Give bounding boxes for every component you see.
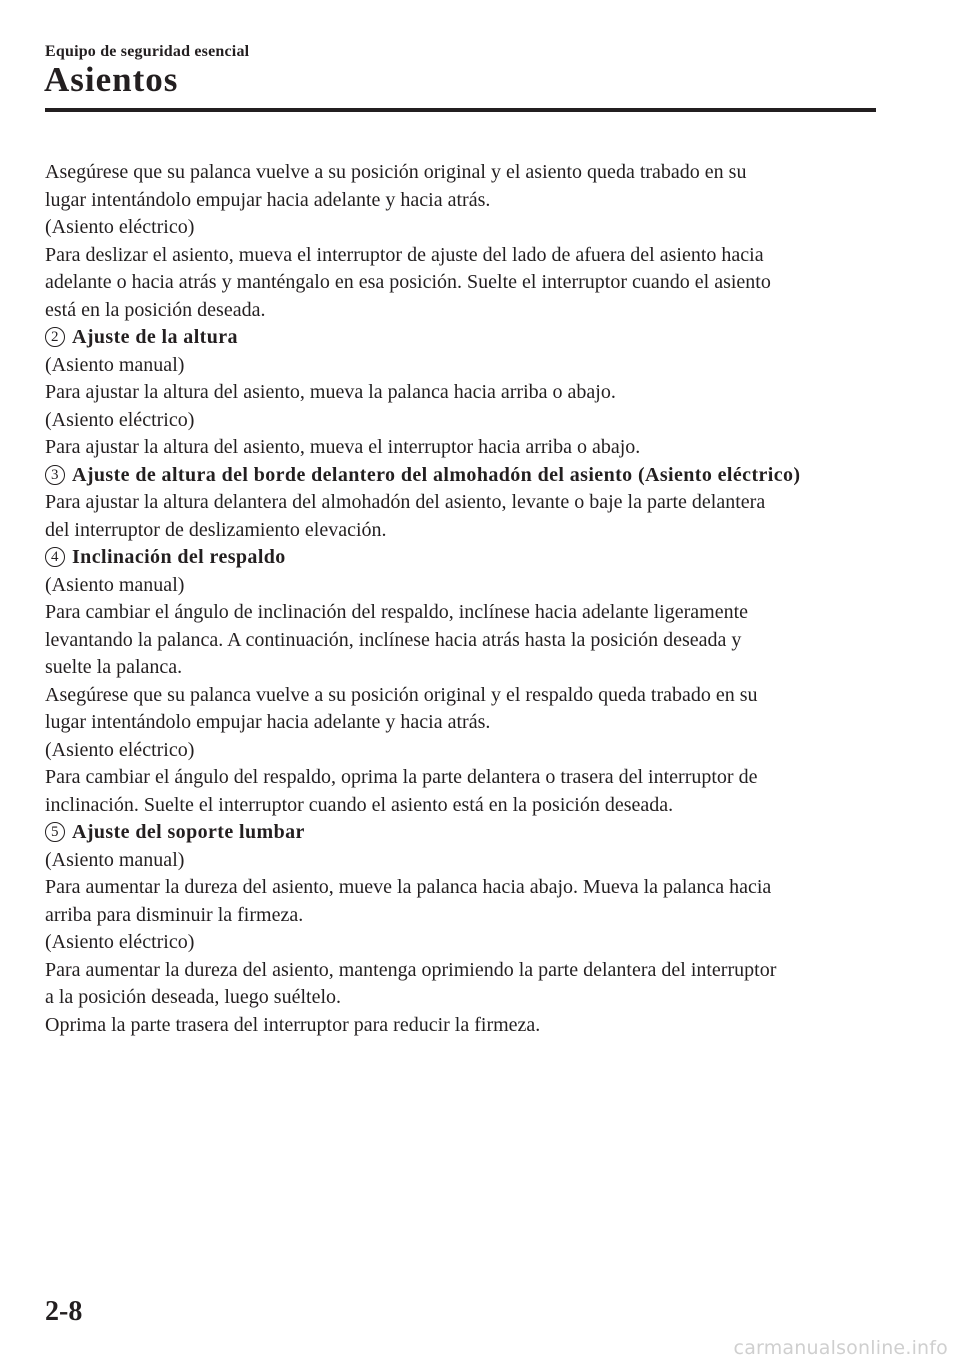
heading-text: Inclinación del respaldo: [72, 546, 286, 568]
circled-number-icon: 3: [45, 465, 65, 485]
section-heading-height: [45, 324, 875, 352]
paragraph-line: Para ajustar la altura del asiento, mueva el interruptor hacia arriba o abajo.: [45, 436, 641, 458]
paragraph-line: Para ajustar la altura del asiento, mueva la palanca hacia arriba o abajo.: [45, 381, 616, 403]
subsection-label: (Asiento manual): [45, 573, 185, 596]
paragraph-line: lugar intentándolo empujar hacia adelante y hacia atrás.: [45, 711, 491, 733]
page-title: Asientos: [44, 60, 179, 99]
paragraph-line: Para cambiar el ángulo del respaldo, oprima la parte delantera o trasera del interruptor de: [45, 766, 758, 788]
paragraph-line: Oprima la parte trasera del interruptor para reducir la firmeza.: [45, 1013, 541, 1036]
circled-number-icon: 5: [45, 822, 65, 842]
paragraph-line: Para deslizar el asiento, mueva el interruptor de ajuste del lado de afuera del asiento hacia: [45, 243, 764, 266]
paragraph-line: suelte la palanca.: [45, 656, 183, 678]
subsection-label: (Asiento eléctrico): [45, 738, 195, 761]
paragraph-line: está en la posición deseada.: [45, 298, 266, 321]
subsection-label: (Asiento eléctrico): [45, 931, 195, 953]
paragraph-line: lugar intentándolo empujar hacia adelante y hacia atrás.: [45, 188, 491, 211]
paragraph-line: inclinación. Suelte el interruptor cuando el asiento está en la posición deseada.: [45, 793, 674, 816]
body-text: [45, 159, 875, 1039]
subsection-label: (Asiento manual): [45, 353, 185, 376]
subsection-label: (Asiento eléctrico): [45, 216, 195, 238]
watermark: carmanualsonline.info: [733, 1337, 948, 1359]
page-number: 2-8: [45, 1296, 83, 1327]
title-divider: [45, 108, 876, 112]
paragraph-line: Para cambiar el ángulo de inclinación del respaldo, inclínese hacia adelante ligeramente: [45, 601, 749, 623]
paragraph-line: arriba para disminuir la firmeza.: [45, 903, 304, 926]
section-heading-cushion: [45, 462, 875, 490]
paragraph-line: adelante o hacia atrás y manténgalo en esa posición. Suelte el interruptor cuando el asiento: [45, 271, 771, 293]
paragraph-line: a la posición deseada, luego suéltelo.: [45, 986, 342, 1008]
heading-text: Ajuste del soporte lumbar: [72, 821, 305, 843]
heading-text: Ajuste de altura del borde delantero del almohadón del asiento (Asiento eléctrico): [72, 463, 801, 486]
paragraph-line: Asegúrese que su palanca vuelve a su posición original y el respaldo queda trabado en su: [45, 683, 758, 706]
paragraph-line: Para ajustar la altura delantera del almohadón del asiento, levante o baje la parte delantera: [45, 491, 766, 513]
section-heading-recline: [45, 544, 875, 572]
paragraph-line: Asegúrese que su palanca vuelve a su posición original y el asiento queda trabado en su: [45, 161, 747, 183]
paragraph-line: del interruptor de deslizamiento elevación.: [45, 518, 387, 541]
paragraph-line: Para aumentar la dureza del asiento, mantenga oprimiendo la parte delantera del interruptor: [45, 958, 777, 981]
heading-text: Ajuste de la altura: [72, 326, 238, 348]
section-label: Equipo de seguridad esencial: [45, 43, 250, 60]
section-heading-lumbar: [45, 819, 875, 847]
paragraph-line: levantando la palanca. A continuación, inclínese hacia atrás hasta la posición deseada y: [45, 628, 742, 651]
circled-number-icon: 4: [45, 547, 65, 567]
circled-number-icon: 2: [45, 327, 65, 347]
subsection-label: (Asiento eléctrico): [45, 408, 195, 431]
paragraph-line: Para aumentar la dureza del asiento, mueve la palanca hacia abajo. Mueva la palanca hacia: [45, 876, 772, 898]
subsection-label: (Asiento manual): [45, 848, 185, 871]
